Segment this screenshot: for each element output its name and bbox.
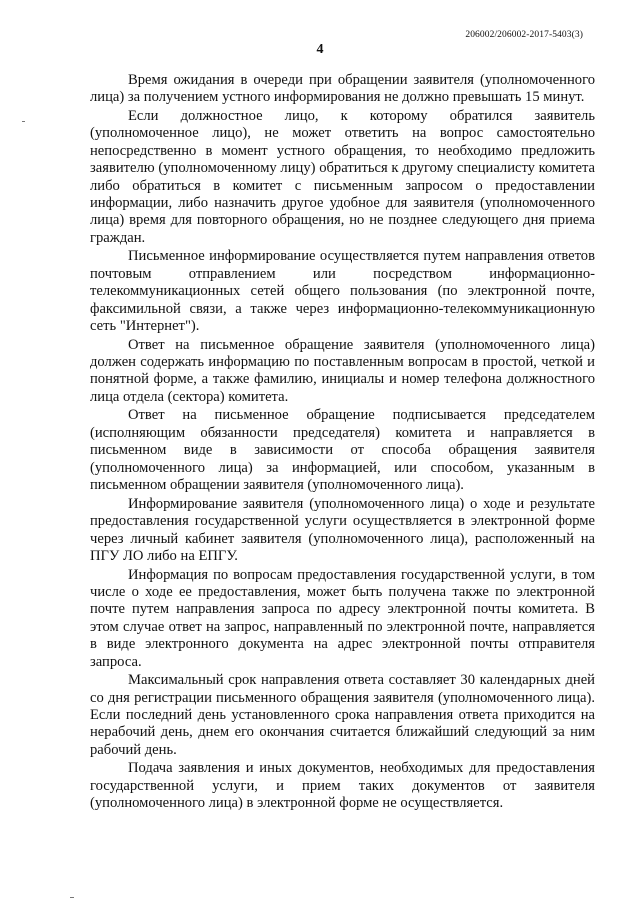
document-registration-code: 206002/206002-2017-5403(3) — [465, 30, 583, 40]
paragraph-email-information: Информация по вопросам предоставления государственной услуги, в том числе о ходе ее предоставления, может быть получена также по электронной почте путем направления запроса по адресу электронной почты комитета. В этом случае ответ на запрос, направленный по электронной почте, направляется в виде электронного документа на адрес электронной почты отправителя запроса. — [90, 566, 595, 670]
paragraph-electronic-informing: Информирование заявителя (уполномоченного лица) о ходе и результате предоставления государственной услуги осуществляется в электронной форме через личный кабинет заявителя (уполномоченного лица), расположенный на ПГУ ЛО либо на ЕПГУ. — [90, 495, 595, 564]
paragraph-maximum-response-period: Максимальный срок направления ответа составляет 30 календарных дней со дня регистрации письменного обращения заявителя (уполномоченного лица). Если последний день установленного срока направления ответа приходится на нерабочий день, днем его окончания считается ближайший следующий за ним рабочий день. — [90, 672, 595, 758]
scan-speck — [70, 897, 74, 898]
page-number: 4 — [316, 42, 324, 57]
paragraph-official-cannot-answer: Если должностное лицо, к которому обратился заявитель (уполномоченное лицо), не может ответить на вопрос самостоятельно непосредственно в момент устного обращения, то необходимо предложить заявителю (уполномоченному лицу) обратиться к другому специалисту комитета либо обратиться в комитет с письменным запросом о предоставлении информации, либо назначить другое удобное для заявителя (уполномоченного лица) время для повторного обращения, но не позднее следующего дня приема граждан. — [90, 108, 595, 246]
scan-speck — [22, 121, 25, 122]
document-body — [90, 72, 595, 814]
paragraph-written-answer-content: Ответ на письменное обращение заявителя (уполномоченного лица) должен содержать информацию по поставленным вопросам в простой, четкой и понятной форме, а также фамилию, инициалы и номер телефона должностного лица отдела (сектора) комитета. — [90, 336, 595, 405]
paragraph-written-informing: Письменное информирование осуществляется путем направления ответов почтовым отправлением или посредством информационно-телекоммуникационных сетей общего пользования (по электронной почте, факсимильной связи, а также через информационно-телекоммуникационную сеть "Интернет"). — [90, 248, 595, 335]
paragraph-electronic-submission: Подача заявления и иных документов, необходимых для предоставления государственной услуги, и прием таких документов от заявителя (уполномоченного лица) в электронной форме не осуществляется. — [90, 760, 595, 812]
paragraph-answer-signing: Ответ на письменное обращение подписывается председателем (исполняющим обязанности председателя) комитета и направляется в письменном виде в зависимости от способа обращения заявителя (уполномоченного лица) за информацией, или способом, указанным в письменном обращении заявителя (уполномоченного лица). — [90, 407, 595, 494]
paragraph-queue-waiting-time: Время ожидания в очереди при обращении заявителя (уполномоченного лица) за получением устного информирования не должно превышать 15 минут. — [90, 72, 595, 106]
